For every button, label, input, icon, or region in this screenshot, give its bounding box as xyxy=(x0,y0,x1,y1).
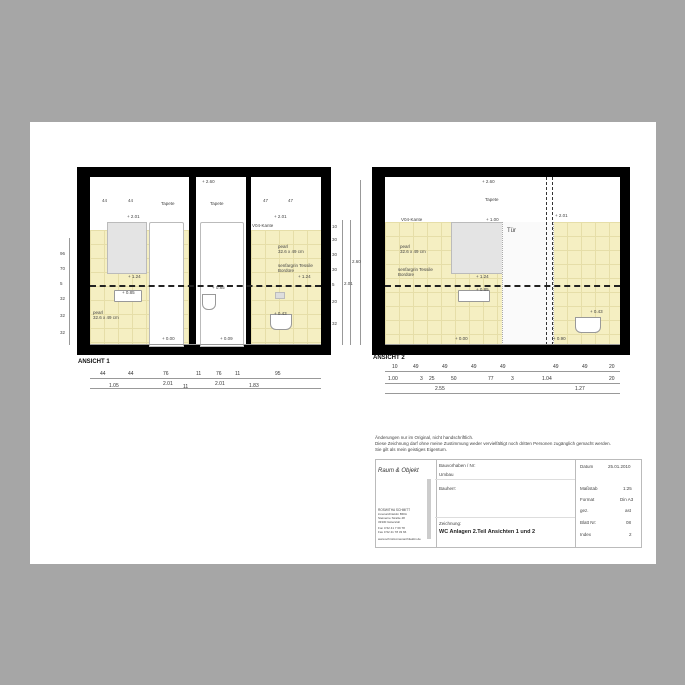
architect-addr2: 33330 Gütersloh xyxy=(378,520,401,524)
view1-bottom-44b: 44 xyxy=(128,371,134,377)
view1-floor-line xyxy=(90,344,321,345)
row-massstab-label: Maßstab xyxy=(580,486,598,491)
view1-mid-level-2: + 0.85 xyxy=(212,285,225,290)
row-index-label: Index xyxy=(580,532,592,537)
view1-fliese2: pearl 32.6 x 49 cm xyxy=(278,244,304,254)
view1-bordure-line xyxy=(90,285,321,287)
view2-floor-line xyxy=(385,344,620,345)
view2-b1-20: 20 xyxy=(609,364,615,370)
view2-door-top-level: + 2.01 xyxy=(555,213,568,218)
view1-left-dim-line xyxy=(69,238,70,345)
view2-floor2-level: + 0.90 xyxy=(553,336,566,341)
row-datum-label: Datum xyxy=(580,464,594,469)
view1-right-dim-32: 32 xyxy=(332,321,338,326)
view2-b3-255: 2.55 xyxy=(435,386,445,392)
view2-b2-3a: 3 xyxy=(420,376,423,382)
view1-label: ANSICHT 1 xyxy=(78,359,110,365)
view2-b3-127: 1.27 xyxy=(575,386,585,392)
view2-dashed-axis xyxy=(546,177,547,345)
view1-tapete2: Tapete xyxy=(210,201,224,206)
view1-mirror xyxy=(107,222,147,274)
view2-v04: V04-Kante xyxy=(401,217,423,222)
view1-bottom-44a: 44 xyxy=(100,371,106,377)
view2-b2-77: 77 xyxy=(488,376,494,382)
zeichnung-value: WC Anlagen 2.Teil Ansichten 1 und 2 xyxy=(439,529,536,535)
architect-web: www.schmitt-innenarchitektin.de xyxy=(378,537,421,541)
view2-kante-level: + 1.00 xyxy=(486,217,499,222)
view2-top-level: + 2.60 xyxy=(482,179,495,184)
architect-sub: innenarchitektin BDIA xyxy=(378,512,407,516)
view2-floor-level: + 0.00 xyxy=(455,336,468,341)
view1-left-dim-32c: 32 xyxy=(60,330,66,335)
view1-dim-47b: 47 xyxy=(288,198,294,203)
view2-b1-10: 10 xyxy=(392,364,398,370)
view1-left-dim-70: 70 xyxy=(60,266,66,271)
brand-name: Raum & Objekt xyxy=(378,468,419,474)
view1-bottom-11b: 11 xyxy=(235,371,241,377)
view2-b2-100: 1.00 xyxy=(388,376,398,382)
notes-line2: Diese Zeichnung darf ohne meine Zustimmung weder vervielfältigt noch dritten Personen zugänglich gemacht werden. xyxy=(375,441,611,446)
view2-low-level: + 0.43 xyxy=(590,309,603,314)
view1-dim-44a: 44 xyxy=(102,198,108,203)
view1-dim-44b: 44 xyxy=(128,198,134,203)
view2-bottom-dim-line-1 xyxy=(385,371,620,372)
view1-low-level: + 0.43 xyxy=(274,311,287,316)
view1-fliese1: pearl 32.6 x 49 cm xyxy=(93,310,119,320)
view1-bordure: senfargrin Tessile Bordüre xyxy=(278,263,313,273)
view2-bordure: senfargrin Tessile Bordüre xyxy=(398,267,433,277)
view1-right-dim-5: 5 xyxy=(332,282,335,287)
view1-top-level: + 2.60 xyxy=(202,179,215,184)
row-format-label: Format xyxy=(580,497,595,502)
view1-left-dim-32a: 32 xyxy=(60,296,66,301)
architect-name: ROSWITHA SCHMITT xyxy=(378,508,411,512)
view1-left-dim-32b: 32 xyxy=(60,313,66,318)
view1-right-dim-10: 10 xyxy=(332,224,338,229)
tb-line-2 xyxy=(435,517,575,518)
view2-bordure-line xyxy=(385,285,620,287)
row-gez-label: gez. xyxy=(580,508,589,513)
view2-b1-49d: 49 xyxy=(500,364,506,370)
view1-mid-level: + 0.85 xyxy=(122,290,135,295)
notes-line1: Änderungen nur im Original, nicht handschriftlich. xyxy=(375,435,474,440)
row-gez-value: ast xyxy=(625,508,632,513)
view2-tuer: Tür xyxy=(507,228,516,234)
view1-bottom-dim-line-1 xyxy=(90,378,321,379)
view1-bottom-76b: 76 xyxy=(216,371,222,377)
bauvorhaben-label: Bauvorhaben / Nr: xyxy=(439,463,476,468)
view1-tile-top-level: + 1.24 xyxy=(128,274,141,279)
view2-label: ANSICHT 2 xyxy=(373,355,405,361)
logo-bar xyxy=(427,479,431,539)
view2-mirror xyxy=(451,222,503,274)
view2-b1-49b: 49 xyxy=(442,364,448,370)
view1-floor-level: + 0.00 xyxy=(162,336,175,341)
view1-left-dim-5: 5 xyxy=(60,281,63,286)
view1-bottom-76a: 76 xyxy=(163,371,169,377)
view2-b2-20: 20 xyxy=(609,376,615,382)
notes-line3: Sie gilt als mein geistiges Eigentum. xyxy=(375,447,448,452)
view1-bottom-11a: 11 xyxy=(196,371,202,377)
view2-b2-3b: 3 xyxy=(511,376,514,382)
view1-bottom-95: 95 xyxy=(275,371,281,377)
view1-tapete1: Tapete xyxy=(161,201,175,206)
view1-flush-plate xyxy=(275,292,285,299)
view2-sink-level: + 0.85 xyxy=(476,287,489,292)
view1-bottom-201b: 2.01 xyxy=(215,381,225,387)
view1-height-mid: 2.01 xyxy=(344,281,353,286)
view1-right-dim-30c: 30 xyxy=(332,267,338,272)
view1-v04: V04-Kante xyxy=(252,223,274,228)
view1-right-mid-level: + 1.24 xyxy=(298,274,311,279)
view2-dashed-axis-2 xyxy=(552,177,553,345)
view2-b2-104: 1.04 xyxy=(542,376,552,382)
view2-b1-49f: 49 xyxy=(582,364,588,370)
view1-door-top-level: + 2.01 xyxy=(127,214,140,219)
bauvorhaben-value: Umbau xyxy=(439,472,454,477)
zeichnung-label: Zeichnung: xyxy=(439,521,462,526)
view1-bottom-201a: 2.01 xyxy=(163,381,173,387)
view1-bottom-dim-line-2 xyxy=(90,388,321,389)
bauherr-label: Bauherr: xyxy=(439,486,457,491)
view1-height-total: 2.60 xyxy=(352,259,361,264)
architect-tel1: Fon 0 52 41 7 69 78 xyxy=(378,526,405,530)
view1-bottom-105: 1.05 xyxy=(109,383,119,389)
view1-right-dim-30b: 30 xyxy=(332,252,338,257)
view2-fliese: pearl 32.6 x 49 cm xyxy=(400,244,426,254)
architect-tel2: Fax 0 52 41 78 33 66 xyxy=(378,530,407,534)
view2-b2-25: 25 xyxy=(429,376,435,382)
view1-right-top-level: + 2.01 xyxy=(274,214,287,219)
row-format-value: Din A3 xyxy=(620,497,634,502)
row-index-value: 2 xyxy=(629,532,632,537)
view2-tapete: Tapete xyxy=(485,197,499,202)
view1-bottom-183: 1.83 xyxy=(249,383,259,389)
view2-b1-49e: 49 xyxy=(553,364,559,370)
view2-b2-50: 50 xyxy=(451,376,457,382)
view2-b1-49c: 49 xyxy=(471,364,477,370)
view1-dim-47a: 47 xyxy=(263,198,269,203)
view1-right-dim-20: 20 xyxy=(332,299,338,304)
view2-b1-49a: 49 xyxy=(413,364,419,370)
view1-left-dim-96: 96 xyxy=(60,251,66,256)
row-blatt-value: 08 xyxy=(626,520,632,525)
view2-mid-level: + 1.24 xyxy=(476,274,489,279)
row-blatt-label: Blatt Nr: xyxy=(580,520,597,525)
view1-bottom-11c: 11 xyxy=(183,384,189,390)
architect-addr1: Steinerne Straße 48 xyxy=(378,516,405,520)
view1-urinal xyxy=(202,294,216,310)
view1-right-dim-30a: 30 xyxy=(332,237,338,242)
view2-bottom-dim-line-2 xyxy=(385,383,620,384)
view1-floor2-level: + 0.09 xyxy=(220,336,233,341)
view2-toilet xyxy=(575,317,601,333)
drawing-sheet xyxy=(30,122,656,564)
row-datum-value: 25.01.2010 xyxy=(608,464,631,469)
tb-line-1 xyxy=(435,479,575,480)
row-massstab-value: 1:25 xyxy=(623,486,632,491)
view1-right-dim-line xyxy=(342,220,343,345)
view2-bottom-dim-line-3 xyxy=(385,393,620,394)
